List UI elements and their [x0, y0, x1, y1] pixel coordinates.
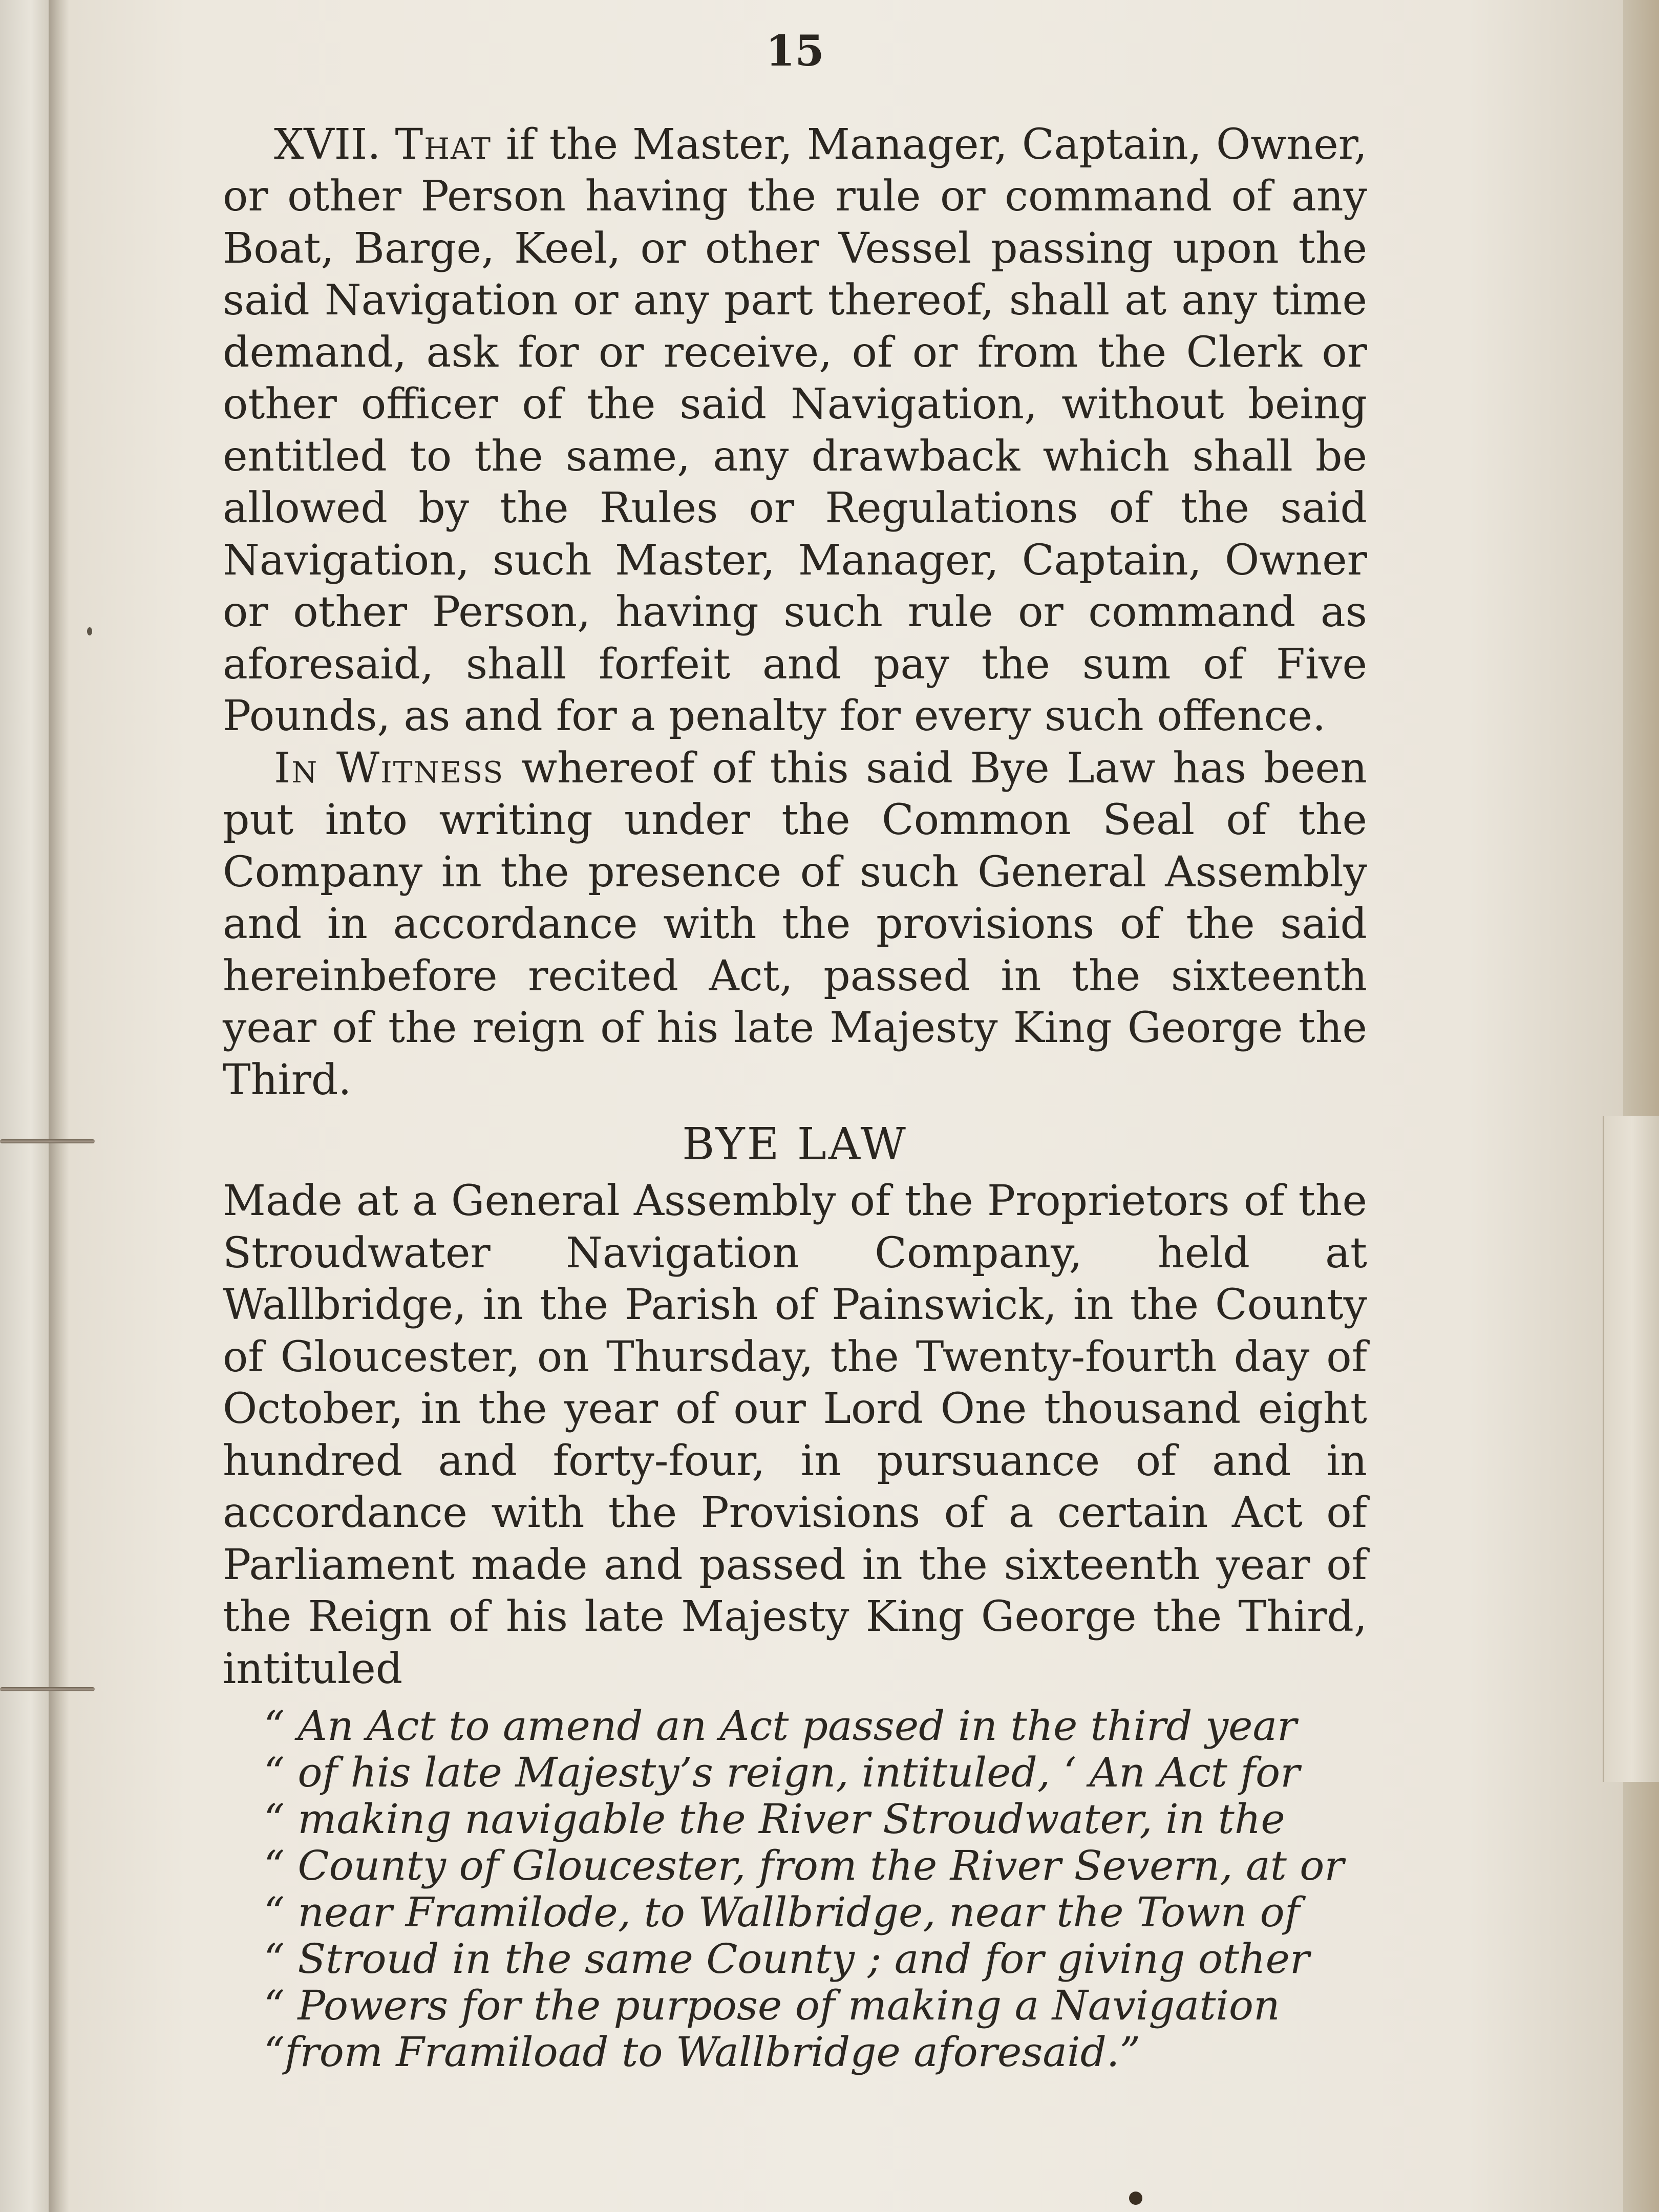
ink-spot — [1129, 2192, 1142, 2205]
quote-line: “ Stroud in the same County ; and for giving other — [264, 1935, 1310, 1983]
witness-lead: In Witness — [274, 743, 504, 793]
quote-line: “from Framiload to Wallbridge aforesaid.” — [264, 2028, 1141, 2076]
quote-line: “ Powers for the purpose of making a Navigation — [264, 1982, 1280, 2029]
quote-line: “ of his late Majesty’s reign, intituled, ‘ An Act for — [264, 1749, 1300, 1796]
page-content — [223, 26, 1367, 2075]
bye-law-intro-paragraph: Made at a General Assembly of the Proprietors of the Stroudwater Navigation Company, held at Wallbridge, in the Parish of Painswick, in the County of Gloucester, on Thursday, the Twenty-fourth day of October, in the year of our Lord One thousand eight hundred and forty-four, in pursuance of and in accordance with the Provisions of a certain Act of Parliament made and passed in the sixteenth year of the Reign of his late Majesty King George the Third, intituled — [223, 1177, 1367, 1693]
page-gutter — [49, 0, 69, 2212]
witness-paragraph — [223, 742, 1367, 1107]
section-lead-word: That — [395, 120, 492, 169]
act-title-quote — [264, 1703, 1367, 2075]
page-number: 15 — [765, 27, 824, 76]
quote-line: “ near Framilode, to Wallbridge, near the Town of — [264, 1888, 1300, 1936]
binding-hole — [87, 627, 92, 635]
bye-law-heading: BYE LAW — [682, 1119, 908, 1170]
page-right-edge — [1623, 0, 1659, 2212]
witness-text: whereof of this said Bye Law has been put into writing under the Common Seal of the Company in the presence of such General Assembly and in accordance with the provisions of the said hereinbefore recited Act, passed in the sixteenth year of the reign of his late Majesty King George the Third. — [223, 743, 1367, 1104]
binding-string-upper — [0, 1139, 95, 1143]
page-tab — [1603, 1116, 1659, 1782]
quote-line: “ making navigable the River Stroudwater, in the — [264, 1795, 1285, 1843]
facing-page-edge — [0, 0, 51, 2212]
section-numeral: XVII. — [274, 120, 381, 169]
quote-line: “ County of Gloucester, from the River Severn, at or — [264, 1842, 1344, 1889]
binding-string-lower — [0, 1687, 95, 1691]
section-xvii-paragraph — [223, 119, 1367, 742]
quote-line: “ An Act to amend an Act passed in the third year — [264, 1702, 1297, 1750]
section-xvii-text: if the Master, Manager, Captain, Owner, or other Person having the rule or command of any Boat, Barge, Keel, or other Vessel passing upon the said Navigation or any part thereof, shall at any time demand, ask for or receive, of or from the Clerk or other officer of the said Navigation, without being entitled to the same, any drawback which shall be allowed by the Rules or Regulations of the said Navigation, such Master, Manager, Captain, Owner or other Person, having such rule or command as aforesaid, shall forfeit and pay the sum of Five Pounds, as and for a penalty for every such offence. — [223, 120, 1367, 740]
